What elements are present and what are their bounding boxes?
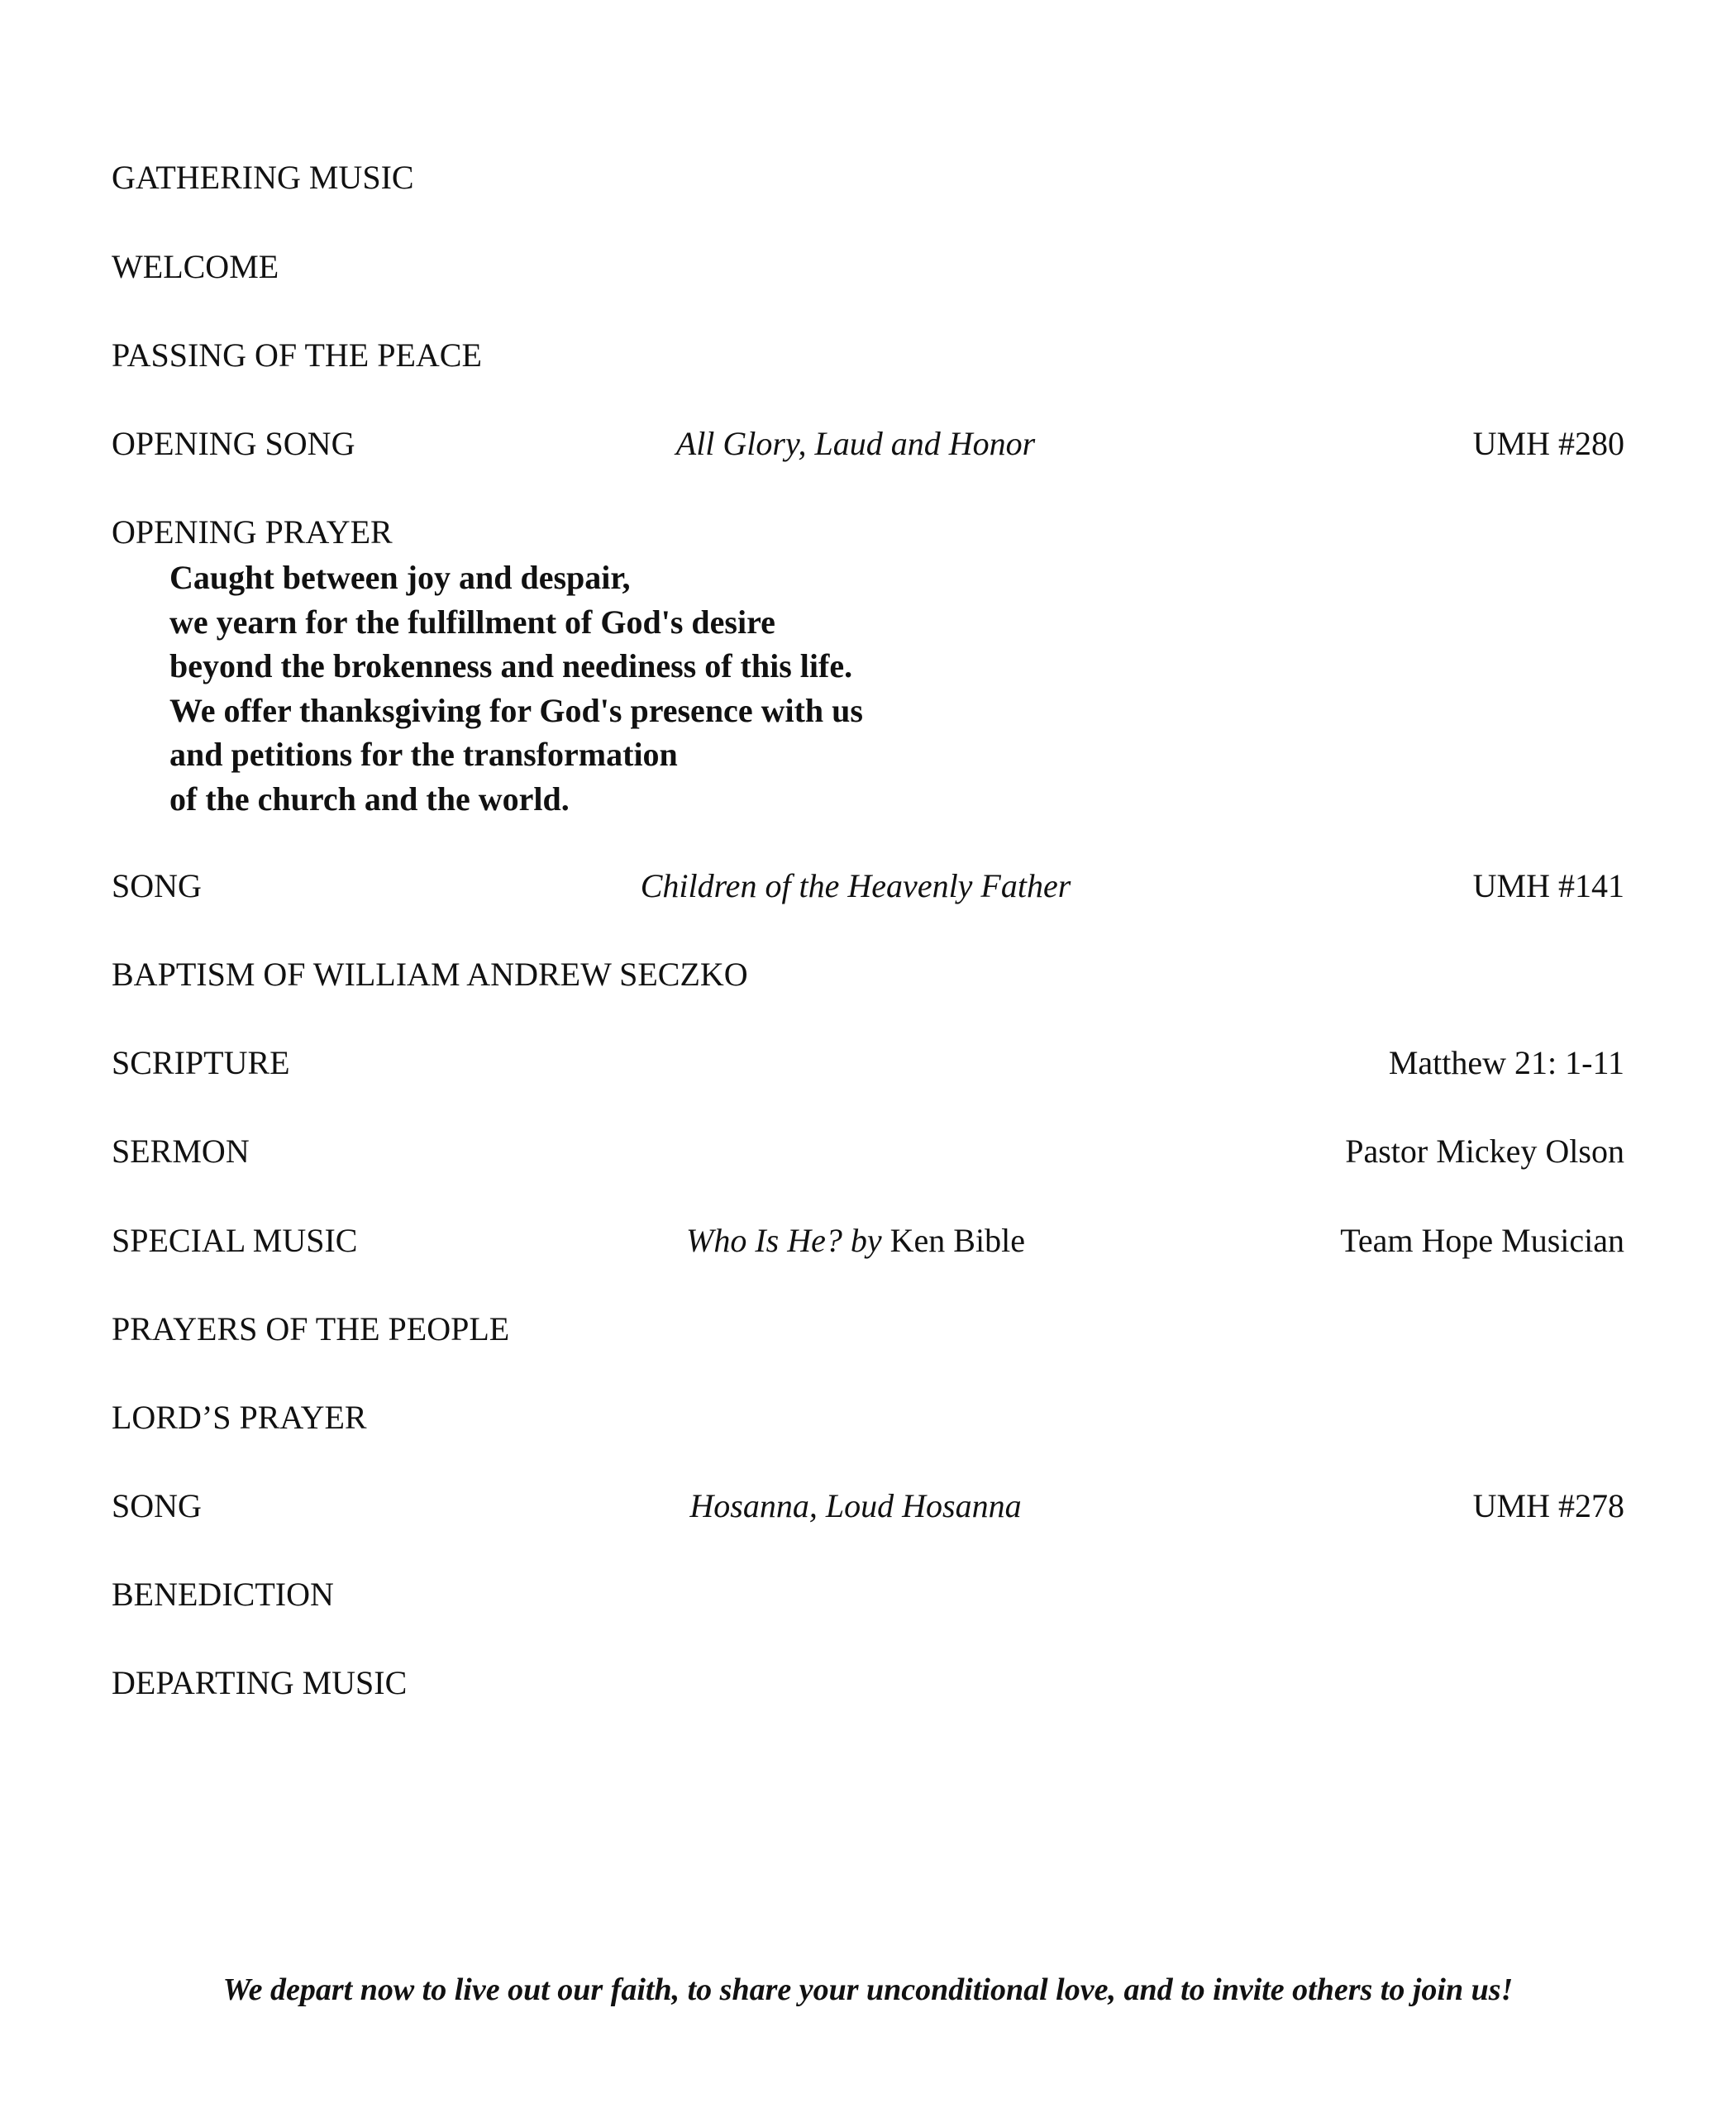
prayer-line: of the church and the world. xyxy=(169,780,570,818)
scripture-label: SCRIPTURE xyxy=(112,1044,290,1081)
departing-music-row xyxy=(112,1660,1624,1706)
passing-of-peace-label: PASSING OF THE PEACE xyxy=(112,336,482,374)
song-row-1 xyxy=(112,863,1624,909)
prayer-line: and petitions for the transformation xyxy=(169,736,678,773)
lords-prayer-row xyxy=(112,1395,1624,1441)
song-hymnal-ref: UMH #141 xyxy=(1472,867,1624,904)
prayer-line: We offer thanksgiving for God's presence with us xyxy=(169,691,863,729)
prayer-line: Caught between joy and despair, xyxy=(169,559,631,596)
closing-statement: We depart now to live out our faith, to share your unconditional love, and to invite others to join us! xyxy=(222,1972,1514,2007)
song-label: SONG xyxy=(112,867,202,904)
opening-prayer-text xyxy=(169,556,863,821)
benediction-row xyxy=(112,1571,1624,1618)
special-music-label: SPECIAL MUSIC xyxy=(112,1222,358,1259)
opening-song-row xyxy=(112,421,1624,467)
special-music-piece xyxy=(686,1218,1025,1264)
welcome-row xyxy=(112,244,1624,290)
opening-prayer-label: OPENING PRAYER xyxy=(112,513,393,551)
gathering-music-row xyxy=(112,155,1624,201)
song-hymnal-ref: UMH #278 xyxy=(1472,1487,1624,1524)
lords-prayer-label: LORD’S PRAYER xyxy=(112,1399,367,1436)
opening-song-title: All Glory, Laud and Honor xyxy=(675,425,1036,462)
sermon-preacher: Pastor Mickey Olson xyxy=(1345,1133,1624,1170)
opening-prayer-row xyxy=(112,509,1624,556)
departing-music-label: DEPARTING MUSIC xyxy=(112,1664,408,1701)
song-row-2 xyxy=(112,1483,1624,1529)
song-title: Children of the Heavenly Father xyxy=(640,867,1071,904)
scripture-row xyxy=(112,1040,1624,1086)
prayers-of-people-row xyxy=(112,1306,1624,1352)
prayer-line: beyond the brokenness and neediness of this life. xyxy=(169,647,853,684)
opening-song-label: OPENING SONG xyxy=(112,425,355,462)
special-music-row xyxy=(112,1218,1624,1264)
welcome-label: WELCOME xyxy=(112,248,279,285)
baptism-label: BAPTISM OF WILLIAM ANDREW SECZKO xyxy=(112,956,748,993)
prayer-line: we yearn for the fulfillment of God's desire xyxy=(169,603,775,641)
opening-song-hymnal-ref: UMH #280 xyxy=(1472,425,1624,462)
prayers-of-people-label: PRAYERS OF THE PEOPLE xyxy=(112,1310,510,1347)
gathering-music-label: GATHERING MUSIC xyxy=(112,159,414,196)
baptism-row xyxy=(112,951,1624,998)
special-music-title: Who Is He? xyxy=(686,1222,842,1259)
song-title: Hosanna, Loud Hosanna xyxy=(689,1487,1022,1524)
special-music-composer: Ken Bible xyxy=(889,1222,1025,1259)
sermon-label: SERMON xyxy=(112,1133,250,1170)
special-music-performer: Team Hope Musician xyxy=(1340,1222,1624,1259)
special-music-by: by xyxy=(850,1222,882,1259)
scripture-reference: Matthew 21: 1-11 xyxy=(1388,1044,1624,1081)
passing-of-peace-row xyxy=(112,332,1624,379)
benediction-label: BENEDICTION xyxy=(112,1576,334,1613)
sermon-row xyxy=(112,1128,1624,1175)
song-label: SONG xyxy=(112,1487,202,1524)
